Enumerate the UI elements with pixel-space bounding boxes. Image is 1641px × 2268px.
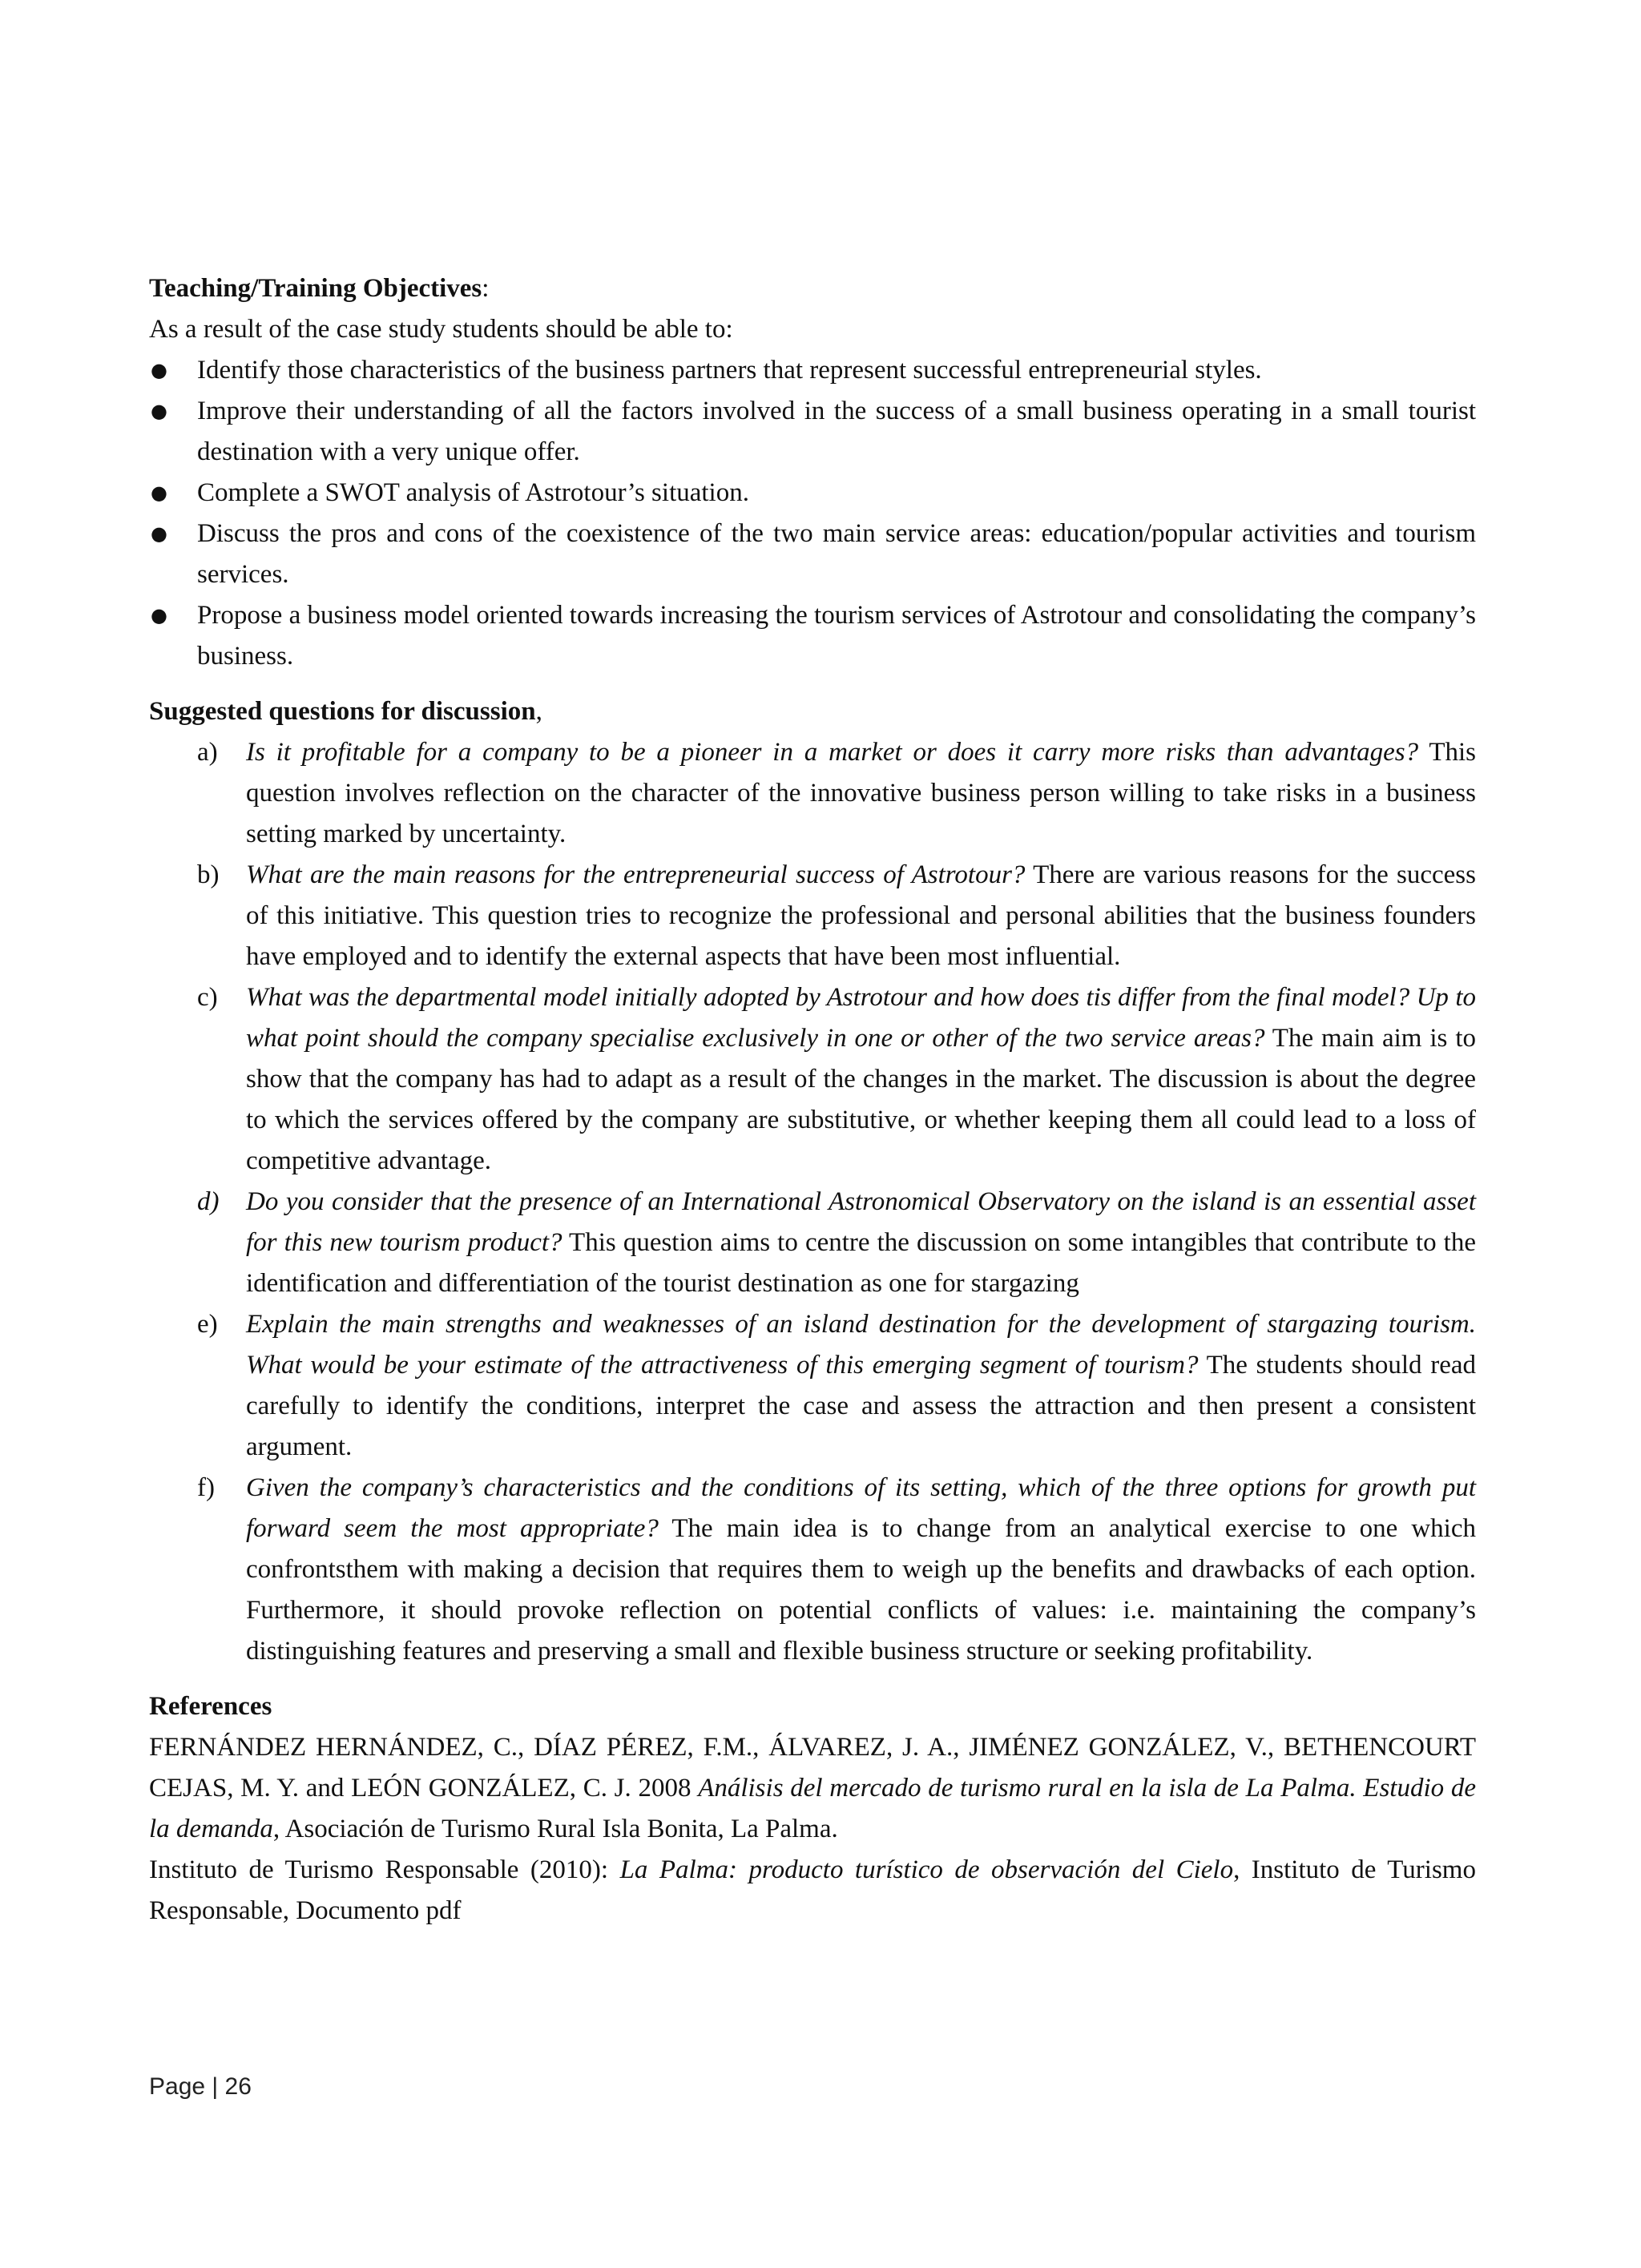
references-heading: References: [149, 1692, 272, 1721]
question-marker: e): [197, 1310, 218, 1339]
question-text: Given the company’s characteristics and the conditions of its setting, which of the three options for growth put forward seem the most appropriate?: [246, 1473, 1476, 1543]
list-item: ● Improve their understanding of all the factors involved in the success of a small business operating in a small tourist destination with a very unique offer.: [149, 391, 1476, 473]
objectives-list: [149, 350, 1476, 677]
bullet-icon: ●: [151, 604, 167, 626]
list-item: ● Propose a business model oriented towards increasing the tourism services of Astrotour and consolidating the company’s business.: [149, 595, 1476, 677]
questions-list: [149, 732, 1476, 1672]
question-marker: d): [197, 1187, 220, 1216]
question-marker: a): [197, 738, 218, 767]
references-section: [149, 1686, 1476, 1932]
bullet-icon: ●: [151, 400, 167, 422]
question-marker: b): [197, 860, 220, 889]
question-answer: This question involves reflection on the character of the innovative business person willing to take risks in a business setting marked by uncertainty.: [246, 738, 1476, 848]
reference-title: La Palma: producto turístico de observación del Cielo: [619, 1855, 1234, 1884]
bullet-icon: ●: [151, 359, 167, 381]
question-text: What are the main reasons for the entrepreneurial success of Astrotour?: [246, 860, 1026, 889]
question-text: What was the departmental model initially adopted by Astrotour and how does tis differ from the final model? Up to what point should the company specialise exclusively in one or other of the two service areas?: [246, 983, 1476, 1053]
question-item: [149, 977, 1476, 1182]
question-text: Explain the main strengths and weaknesses of an island destination for the development of stargazing tourism. What would be your estimate of the attractiveness of this emerging segment of tourism?: [246, 1310, 1476, 1380]
bullet-icon: ●: [151, 522, 167, 545]
question-item: [149, 1468, 1476, 1672]
question-answer: The main idea is to change from an analytical exercise to one which confrontsthem with making a decision that requires them to weigh up the benefits and drawbacks of each option. Furthermore, it should provoke reflection on potential conflicts of values: i.e. maintaining the company’s distinguishing features and preserving a small and flexible business structure or seeking profitability.: [246, 1514, 1476, 1666]
question-item: [149, 1304, 1476, 1468]
question-answer: This question aims to centre the discussion on some intangibles that contribute to the identification and differentiation of the tourist destination as one for stargazing: [246, 1228, 1476, 1298]
question-item: [149, 855, 1476, 977]
questions-heading: Suggested questions for discussion,: [149, 697, 542, 726]
question-marker: f): [197, 1473, 215, 1502]
objectives-heading: Teaching/Training Objectives:: [149, 274, 490, 303]
objectives-intro: As a result of the case study students should be able to:: [149, 315, 733, 344]
question-text: Do you consider that the presence of an International Astronomical Observatory on the island is an essential asset for this new tourism product?: [246, 1187, 1476, 1257]
reference-item: Instituto de Turismo Responsable (2010): La Palma: producto turístico de observación del Cielo, Instituto de Turismo Responsable, Documento pdf: [149, 1855, 1476, 1925]
list-item: ● Complete a SWOT analysis of Astrotour’s situation.: [149, 473, 1476, 514]
document-page: [149, 268, 1476, 1932]
question-item: [149, 1182, 1476, 1304]
reference-item: FERNÁNDEZ HERNÁNDEZ, C., DÍAZ PÉREZ, F.M., ÁLVAREZ, J. A., JIMÉNEZ GONZÁLEZ, V., BETHENCOURT CEJAS, M. Y. and LEÓN GONZÁLEZ, C. J. 2008 Análisis del mercado de turismo rural en la isla de La Palma. Estudio de la demanda, Asociación de Turismo Rural Isla Bonita, La Palma.: [149, 1733, 1477, 1843]
question-answer: The students should read carefully to identify the conditions, interpret the case and assess the attraction and then present a consistent argument.: [246, 1351, 1477, 1461]
reference-title: Análisis del mercado de turismo rural en la isla de La Palma. Estudio de la demanda: [149, 1774, 1477, 1843]
question-text: Is it profitable for a company to be a pioneer in a market or does it carry more risks than advantages?: [246, 738, 1419, 767]
bullet-icon: ●: [151, 481, 167, 504]
list-item: ● Discuss the pros and cons of the coexistence of the two main service areas: education/popular activities and tourism services.: [149, 514, 1476, 595]
question-answer: The main aim is to show that the company has had to adapt as a result of the changes in the market. The discussion is about the degree to which the services offered by the company are substitutive, or whether keeping them all could lead to a loss of competitive advantage.: [246, 1024, 1477, 1175]
page-number: Page | 26: [149, 2073, 252, 2100]
question-item: [149, 732, 1476, 855]
question-answer: There are various reasons for the success of this initiative. This question tries to recognize the professional and personal abilities that the business founders have employed and to identify the external aspects that have been most influential.: [246, 860, 1476, 971]
question-marker: c): [197, 983, 218, 1012]
list-item: ● Identify those characteristics of the business partners that represent successful entrepreneurial styles.: [149, 350, 1476, 391]
